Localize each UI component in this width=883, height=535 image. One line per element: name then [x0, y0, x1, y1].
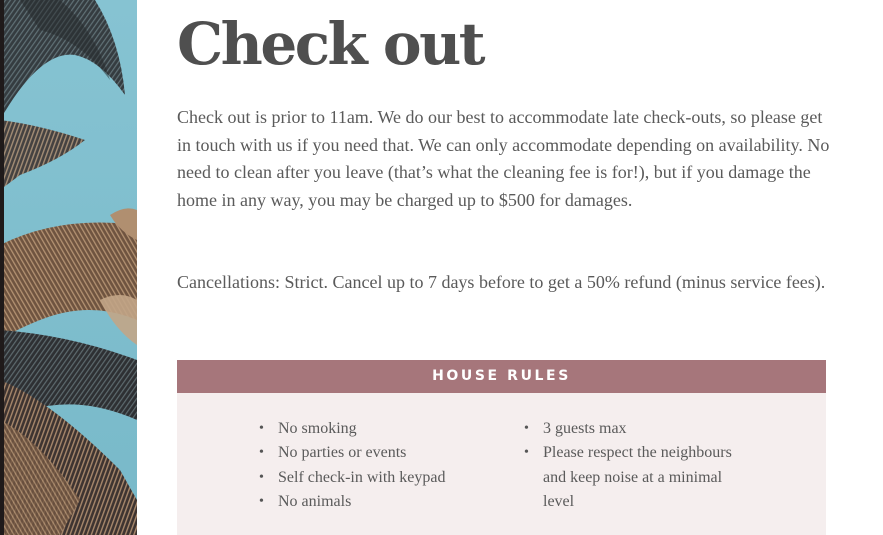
list-item	[524, 441, 744, 514]
rule-text: 3 guests max	[543, 420, 627, 437]
list-item	[259, 466, 499, 490]
house-rules-list-right	[524, 417, 744, 514]
checkout-policy-text: Check out is prior to 11am. We do our best to accommodate late check-outs, so please get in touch with us if you need that. We can only accommodate depending on availability. No need to clean after you leave (that’s what the cleaning fee is for!), but if you damage the home in any way, you may be charged up to $500 for damages.	[177, 107, 830, 210]
house-rules-heading: HOUSE RULES	[177, 360, 826, 393]
rule-text: Please respect the neighbours and keep noise at a minimal level	[543, 444, 732, 510]
rule-text: No smoking	[278, 420, 357, 437]
bullet-icon: •	[259, 421, 264, 436]
bullet-icon: •	[259, 469, 264, 485]
list-item	[259, 441, 499, 465]
list-item	[524, 417, 744, 441]
house-rules-panel	[177, 393, 826, 535]
bullet-icon: •	[259, 493, 264, 509]
list-item	[259, 417, 499, 441]
rule-text: No parties or events	[278, 444, 407, 462]
house-rules-list-left	[259, 417, 499, 514]
bullet-icon: •	[524, 445, 529, 461]
bullet-icon: •	[524, 421, 529, 436]
page-title: Check out	[177, 10, 484, 78]
list-item	[259, 490, 499, 514]
palm-tree-photo	[0, 0, 137, 535]
cancellation-policy-text: Cancellations: Strict. Cancel up to 7 days before to get a 50% refund (minus service fees).	[177, 272, 826, 292]
rule-text: Self check-in with keypad	[278, 468, 446, 486]
rule-text: No animals	[278, 492, 352, 510]
bullet-icon: •	[259, 445, 264, 461]
